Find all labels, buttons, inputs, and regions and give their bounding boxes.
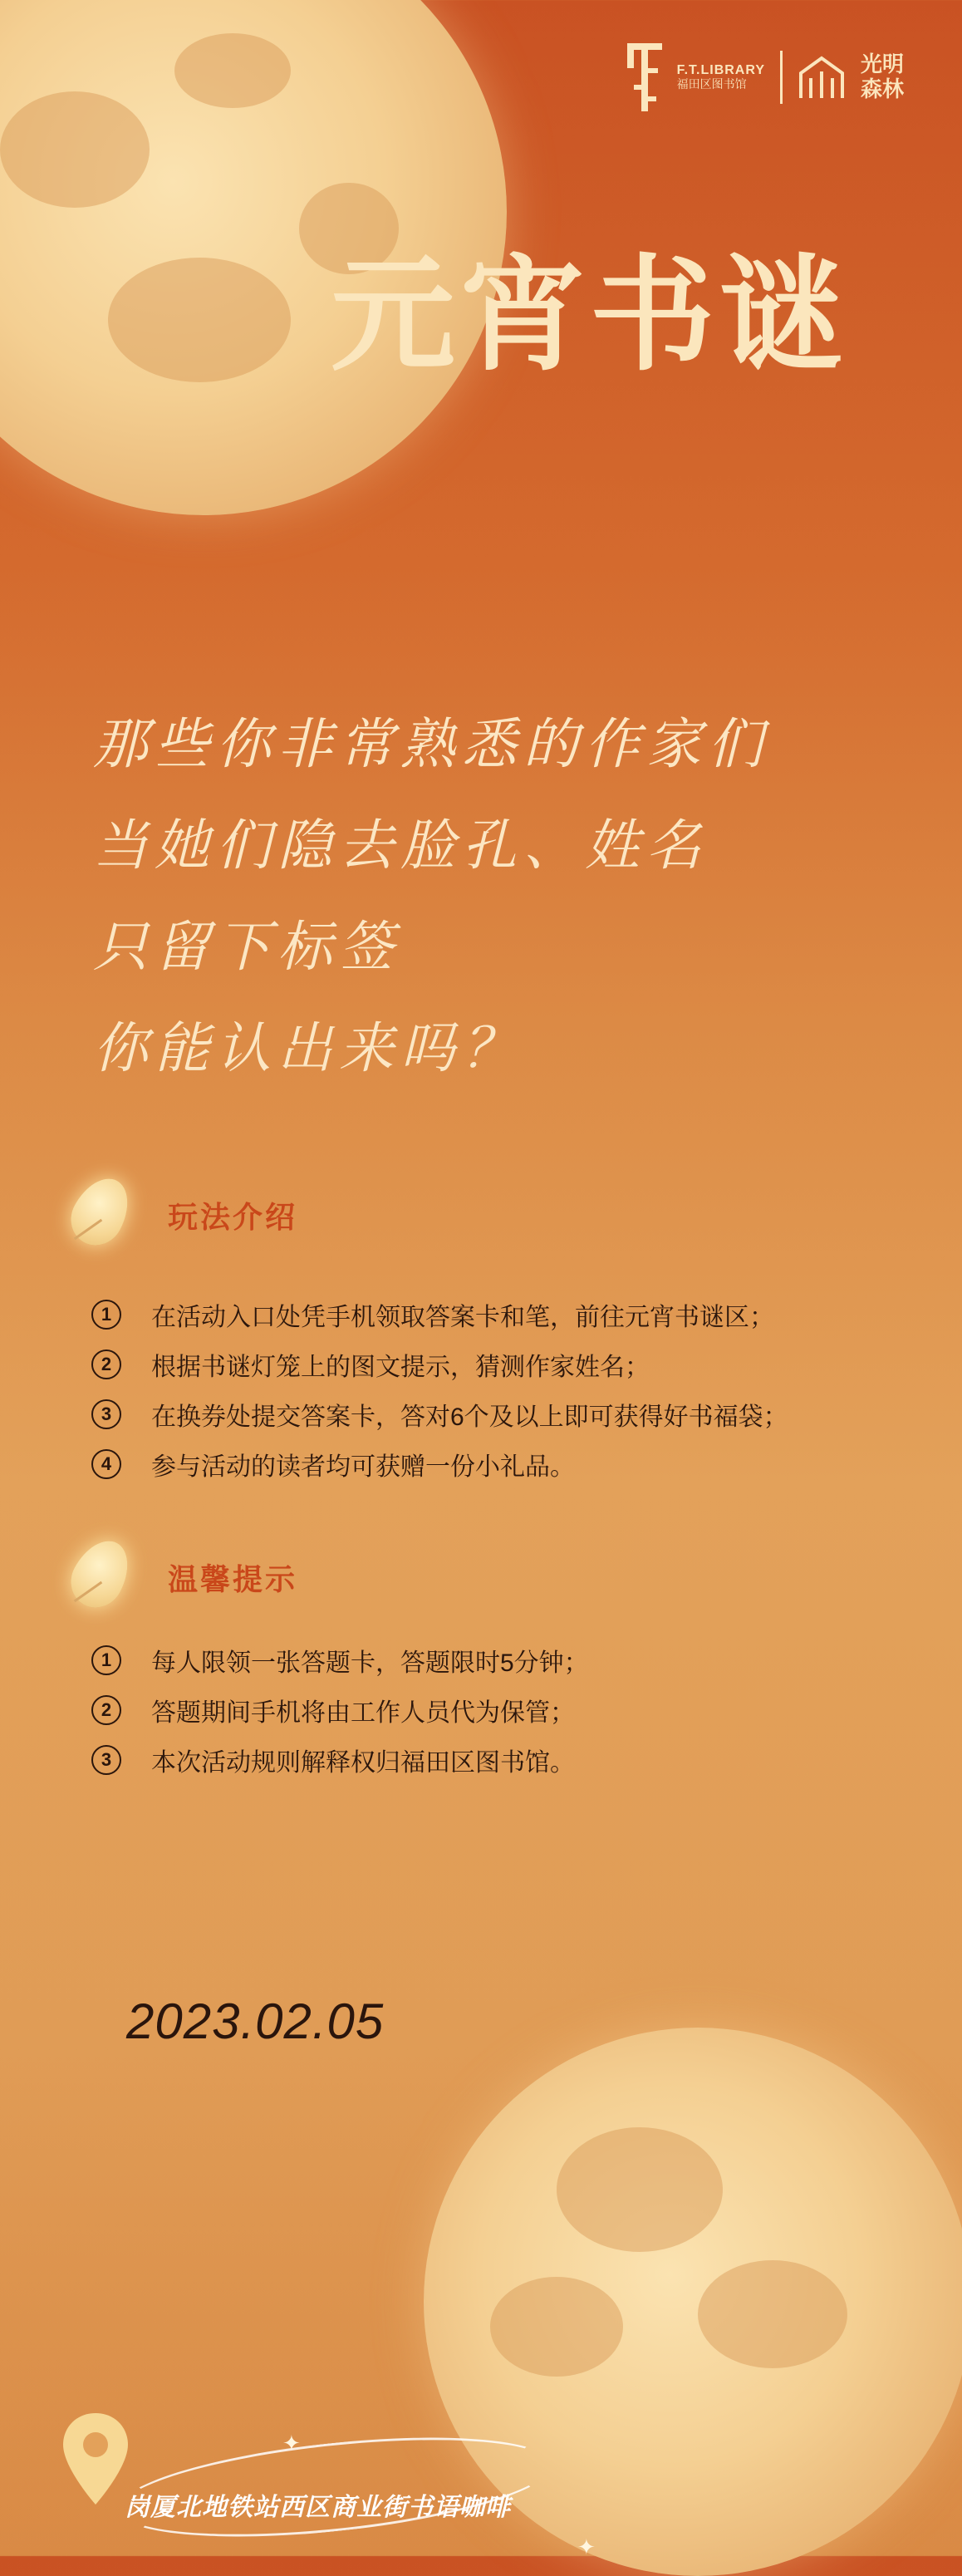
list-item <box>91 1439 788 1489</box>
bright-forest-logo-icon <box>798 53 846 101</box>
leaf-icon <box>66 1173 140 1256</box>
sparkle-icon: ✦ <box>577 2534 596 2559</box>
location-pin-icon <box>58 2410 133 2508</box>
list-number: 2 <box>91 1349 121 1379</box>
list-item <box>91 1389 788 1439</box>
list-item-text: 参与活动的读者均可获赠一份小礼品。 <box>151 1453 575 1481</box>
list-item-text: 答题期间手机将由工作人员代为保管； <box>151 1699 575 1727</box>
bright-forest-name-line1: 光明 <box>860 52 904 77</box>
ft-library-logo-icon <box>627 43 662 111</box>
tips-list <box>91 1635 589 1785</box>
poem-line: 你能认出来吗？ <box>93 1016 523 1080</box>
list-number: 3 <box>91 1399 121 1429</box>
list-item-text: 在换券处提交答案卡，答对6个及以上即可获得好书福袋； <box>151 1404 788 1431</box>
rules-section-title: 玩法介绍 <box>168 1199 298 1234</box>
list-number: 2 <box>91 1695 121 1725</box>
poem-line: 那些你非常熟悉的作家们 <box>93 712 769 776</box>
list-item <box>91 1735 589 1785</box>
tips-section-title: 温馨提示 <box>168 1561 298 1596</box>
rules-list <box>91 1290 788 1489</box>
leaf-icon <box>66 1536 140 1619</box>
rules-section-header <box>66 1173 297 1256</box>
poem-line: 当她们隐去脸孔、姓名 <box>93 814 708 878</box>
sparkle-icon: ✦ <box>282 2431 301 2456</box>
ft-library-name-en: F.T.LIBRARY <box>676 62 765 77</box>
poem-line: 只留下标签 <box>93 915 400 979</box>
intro-poem <box>93 694 769 1099</box>
list-item-text: 本次活动规则解释权归福田区图书馆。 <box>151 1749 575 1777</box>
logo-area <box>627 43 904 111</box>
list-item-text: 每人限领一张答题卡，答题限时5分钟； <box>151 1649 589 1677</box>
list-number: 1 <box>91 1645 121 1675</box>
event-location: 岗厦北地铁站西区商业街书语咖啡 <box>125 2494 511 2521</box>
ft-library-name-cn: 福田区图书馆 <box>676 78 747 92</box>
list-item-text: 根据书谜灯笼上的图文提示，猜测作家姓名； <box>151 1354 650 1381</box>
logo-divider <box>780 51 783 104</box>
tips-section-header <box>66 1536 297 1619</box>
list-item <box>91 1685 589 1735</box>
list-number: 3 <box>91 1745 121 1775</box>
bright-forest-name-line2: 森林 <box>860 76 904 101</box>
event-date: 2023.02.05 <box>126 1993 385 2049</box>
list-item-text: 在活动入口处凭手机领取答案卡和笔，前往元宵书谜区； <box>151 1304 774 1331</box>
list-item <box>91 1290 788 1340</box>
list-item <box>91 1635 589 1685</box>
list-item <box>91 1340 788 1389</box>
list-number: 1 <box>91 1300 121 1330</box>
list-number: 4 <box>91 1449 121 1479</box>
page-title: 元宵书谜 <box>331 243 850 388</box>
